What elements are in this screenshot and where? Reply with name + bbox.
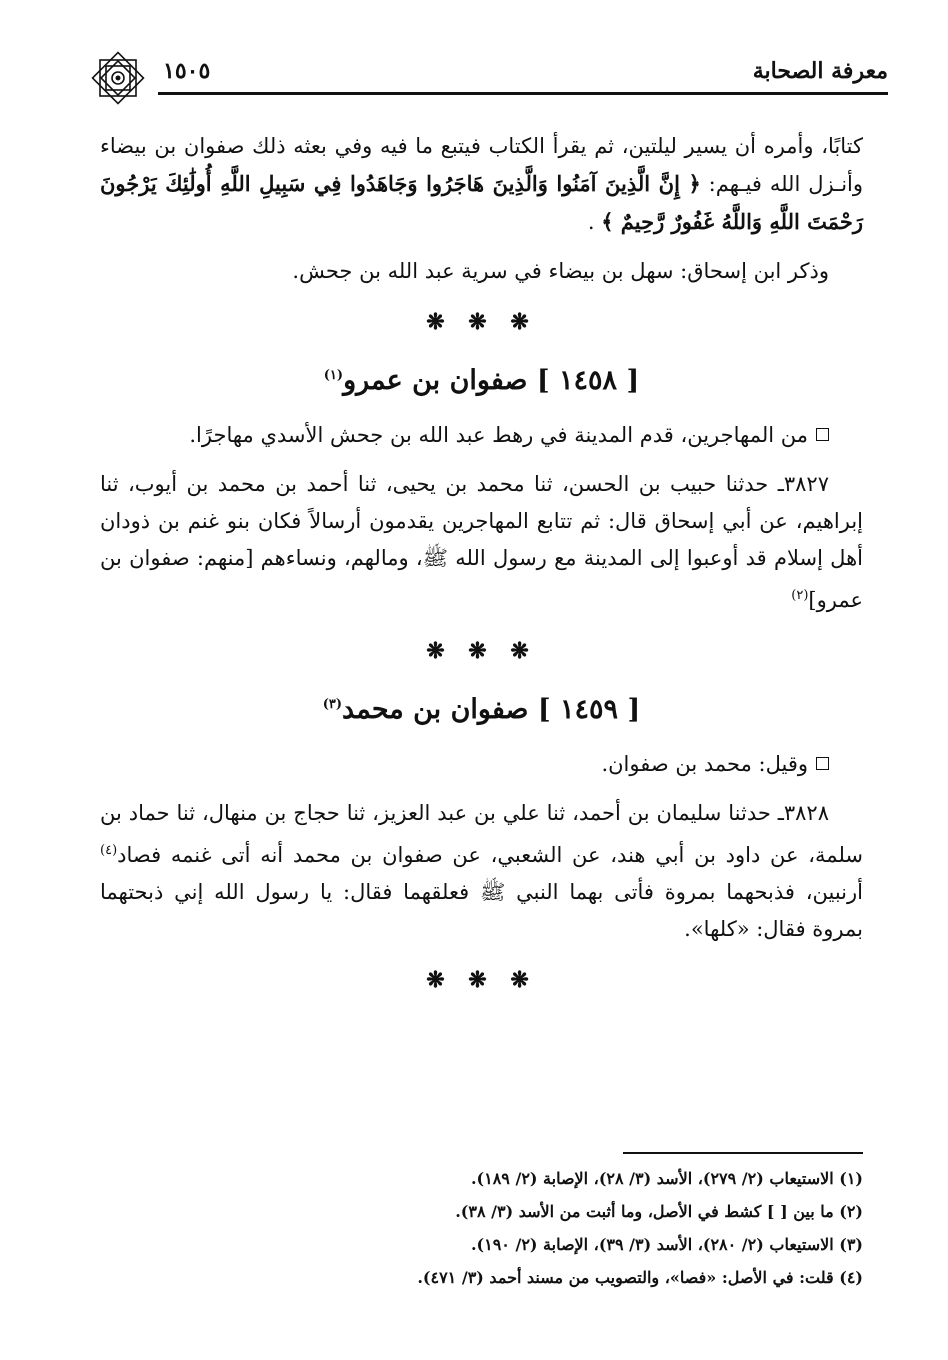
footnote-ref: (١) xyxy=(323,368,344,383)
page-number: ١٥٠٥ xyxy=(163,58,211,84)
square-marker-icon xyxy=(816,428,829,441)
entry-heading-1459 xyxy=(100,686,863,728)
book-title: معرفة الصحابة xyxy=(752,58,888,84)
hadith-3827 xyxy=(100,466,863,619)
hadith-text: ٣٨٢٧ـ حدثنا حبيب بن الحسن، ثنا محمد بن يحيى، ثنا أحمد بن محمد بن أيوب، ثنا إبراهيم، عن أبي إسحاق قال: ثم تتابع المهاجرين يقدمون أرسالاً فكان بنو غنم بن ذودان أهل إسلام قد أوعبوا إلى المدينة مع رسول الله ﷺ، ومالهم، ونساءهم [منهم: صفوان بن عمرو] xyxy=(100,472,863,612)
intro-line: كتابًا، وأمره أن يسير ليلتين، ثم يقرأ الكتاب فيتبع ما فيه وفي بعثه ذلك صفوان بن بيضاء xyxy=(100,134,863,158)
hadith-3828 xyxy=(100,795,863,948)
footnote-ref: (٣) xyxy=(322,697,343,712)
header-rule xyxy=(158,92,888,95)
intro-prefix: وأنـزل الله فيـهم: xyxy=(700,172,864,196)
summary-text: وقيل: محمد بن صفوان. xyxy=(601,752,808,776)
entry-title: [ ١٤٥٨ ] صفوان بن عمرو xyxy=(343,365,640,396)
main-text xyxy=(100,128,863,1015)
octagram-ornament-icon xyxy=(86,46,150,110)
hadith-text: ٣٨٢٨ـ حدثنا سليمان بن أحمد، ثنا علي بن عبد العزيز، ثنا حجاج بن منهال، ثنا حماد بن سلمة، عن داود بن أبي هند، عن الشعبي، عن صفوان بن محمد أنه أتى غنمه فصاد xyxy=(100,801,864,867)
summary-text: من المهاجرين، قدم المدينة في رهط عبد الله بن جحش الأسدي مهاجرًا. xyxy=(189,423,808,447)
footnote-3: (٣) الاستيعاب (٢/ ٢٨٠)، الأسد (٣/ ٣٩)، الإصابة (٢/ ١٩٠). xyxy=(470,1235,863,1254)
square-marker-icon xyxy=(816,757,829,770)
entry-heading-1458 xyxy=(100,357,863,399)
intro-paragraph xyxy=(100,128,863,241)
hadith-text-continued: أرنبين، فذبحهما بمروة فأتى بهما النبي ﷺ فعلقهما فقال: يا رسول الله إني ذبحتهما بمروة فقال: «كلها». xyxy=(100,880,863,941)
section-separator: ❋ ❋ ❋ xyxy=(426,967,537,993)
footnote-ref: (٤) xyxy=(100,843,118,858)
entry-summary-1459 xyxy=(100,746,863,783)
entry-summary-1458 xyxy=(100,417,863,454)
footnote-2: (٢) ما بين [ ] كشط في الأصل، وما أثبت من الأسد (٣/ ٣٨). xyxy=(455,1202,863,1221)
intro-suffix: . xyxy=(587,210,602,234)
quran-verse: ﴿ إِنَّ الَّذِينَ آمَنُوا وَالَّذِينَ هَاجَرُوا وَجَاهَدُوا فِي سَبِيلِ اللَّهِ أُولَٰئِكَ يَرْجُونَ رَحْمَتَ اللَّهِ وَاللَّهُ غَفُورٌ رَّحِيمٌ ﴾ xyxy=(100,171,863,234)
footnote-1: (١) الاستيعاب (٢/ ٢٧٩)، الأسد (٣/ ٢٨)، الإصابة (٢/ ١٨٩). xyxy=(470,1169,863,1188)
footnotes xyxy=(100,1152,863,1294)
footnote-rule xyxy=(623,1152,863,1154)
section-separator: ❋ ❋ ❋ xyxy=(426,638,537,664)
footnote-4: (٤) قلت: في الأصل: «فصا»، والتصويب من مسند أحمد (٣/ ٤٧١). xyxy=(417,1268,863,1287)
section-separator: ❋ ❋ ❋ xyxy=(426,309,537,335)
page-header xyxy=(88,46,888,104)
ibn-ishaq-note: وذكر ابن إسحاق: سهل بن بيضاء في سرية عبد الله بن جحش. xyxy=(292,259,829,283)
entry-title: [ ١٤٥٩ ] صفوان بن محمد xyxy=(342,694,641,725)
footnote-ref: (٢) xyxy=(791,588,809,603)
